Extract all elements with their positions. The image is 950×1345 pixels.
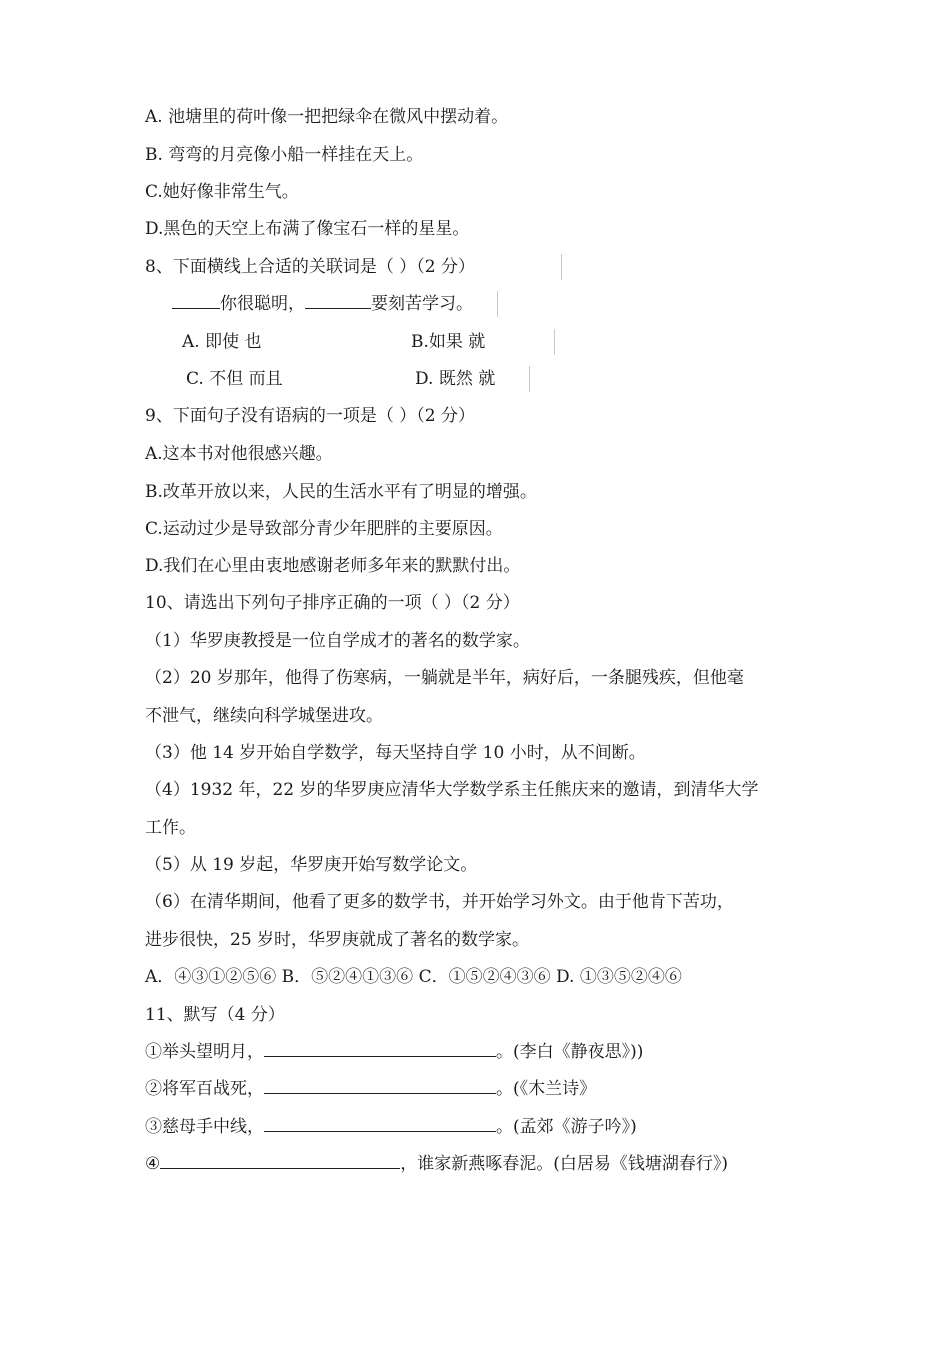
q11-line-3-source: 。(孟郊《游子吟》) xyxy=(496,1117,637,1137)
q9-option-c: C.运动过少是导致部分青少年肥胖的主要原因。 xyxy=(145,519,503,539)
q9-stem: 9、下面句子没有语病的一项是（ ）（2 分） xyxy=(145,406,475,426)
q7-option-c: C.她好像非常生气。 xyxy=(145,182,299,202)
q8-option-d: D. 既然 就 xyxy=(415,369,496,389)
q11-blank-4[interactable] xyxy=(160,1152,400,1169)
q11-blank-2[interactable] xyxy=(264,1077,496,1094)
q11-blank-3[interactable] xyxy=(264,1115,496,1132)
q10-options: A．④③①②⑤⑥ B．⑤②④①③⑥ C．①⑤②④③⑥ D. ①③⑤②④⑥ xyxy=(145,967,682,987)
q10-sentence-5: （5）从 19 岁起，华罗庚开始写数学论文。 xyxy=(145,855,478,875)
q9-option-a: A.这本书对他很感兴趣。 xyxy=(145,444,333,464)
q8-stem: 8、下面横线上合适的关联词是（ ）（2 分） xyxy=(145,257,475,277)
q11-line-4-source: ，谁家新燕啄春泥。(白居易《钱塘湖春行》) xyxy=(400,1154,729,1174)
q10-sentence-1: （1）华罗庚教授是一位自学成才的著名的数学家。 xyxy=(145,631,530,651)
q10-sentence-2a: （2）20 岁那年，他得了伤寒病，一躺就是半年，病好后，一条腿残疾，但他毫 xyxy=(145,668,744,688)
divider-line xyxy=(497,291,498,317)
q11-line-1-source: 。(李白《静夜思》)) xyxy=(496,1042,644,1062)
q11-line-4 xyxy=(145,1152,728,1176)
q11-line-3-prompt: ③慈母手中线， xyxy=(145,1117,264,1137)
q8-sentence-part1: 你很聪明， xyxy=(220,294,305,314)
q11-line-2-prompt: ②将军百战死， xyxy=(145,1079,264,1099)
q10-stem: 10、请选出下列句子排序正确的一项（ ）（2 分） xyxy=(145,593,520,613)
q10-sentence-6a: （6）在清华期间，他看了更多的数学书，并开始学习外文。由于他肯下苦功， xyxy=(145,892,734,912)
q10-sentence-4b: 工作。 xyxy=(145,818,196,838)
q11-line-2-source: 。(《木兰诗》 xyxy=(496,1079,597,1099)
q9-option-d: D.我们在心里由衷地感谢老师多年来的默默付出。 xyxy=(145,556,521,576)
q9-option-b: B.改革开放以来，人民的生活水平有了明显的增强。 xyxy=(145,482,537,502)
q11-line-3 xyxy=(145,1115,637,1139)
q11-line-1 xyxy=(145,1040,643,1064)
q11-line-4-prompt: ④ xyxy=(145,1154,161,1174)
q8-option-c: C. 不但 而且 xyxy=(186,369,283,389)
q8-option-a: A. 即使 也 xyxy=(182,332,262,352)
q7-option-b: B. 弯弯的月亮像小船一样挂在天上。 xyxy=(145,145,424,165)
q8-sentence xyxy=(172,292,473,316)
q10-sentence-6b: 进步很快，25 岁时，华罗庚就成了著名的数学家。 xyxy=(145,930,530,950)
q8-blank-2[interactable] xyxy=(305,292,371,309)
q7-option-d: D.黑色的天空上布满了像宝石一样的星星。 xyxy=(145,219,470,239)
q11-line-2 xyxy=(145,1077,596,1101)
q11-stem: 11、默写（4 分） xyxy=(145,1005,285,1025)
q11-blank-1[interactable] xyxy=(264,1040,496,1057)
divider-line xyxy=(554,329,555,355)
q10-sentence-2b: 不泄气，继续向科学城堡进攻。 xyxy=(145,706,383,726)
divider-line xyxy=(529,366,530,392)
q10-sentence-4a: （4）1932 年，22 岁的华罗庚应清华大学数学系主任熊庆来的邀请，到清华大学 xyxy=(145,780,759,800)
q7-option-a: A. 池塘里的荷叶像一把把绿伞在微风中摆动着。 xyxy=(145,107,509,127)
q11-line-1-prompt: ①举头望明月， xyxy=(145,1042,264,1062)
q8-blank-1[interactable] xyxy=(172,292,220,309)
q10-sentence-3: （3）他 14 岁开始自学数学，每天坚持自学 10 小时，从不间断。 xyxy=(145,743,646,763)
q8-option-b: B.如果 就 xyxy=(411,332,486,352)
divider-line xyxy=(561,254,562,280)
q8-sentence-part2: 要刻苦学习。 xyxy=(371,294,473,314)
